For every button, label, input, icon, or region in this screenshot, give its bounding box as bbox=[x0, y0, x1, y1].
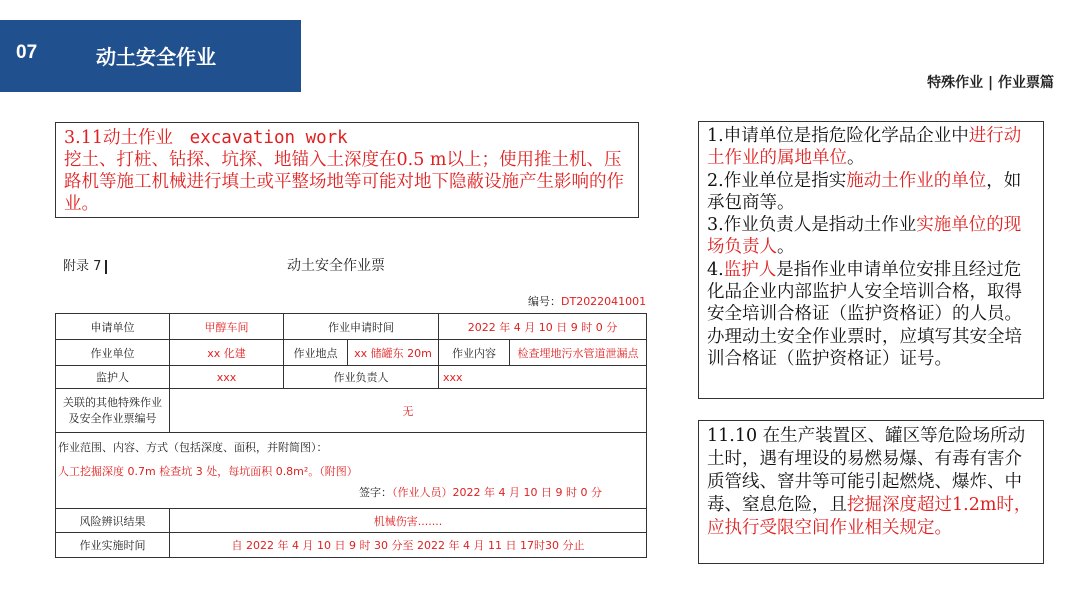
form-title: 动土安全作业票 bbox=[287, 258, 385, 274]
rule-text: 11.10 在生产装置区、罐区等危险场所动土时，遇有埋设的易燃易爆、有毒有害介质管线、窨井等可能引起燃烧、爆炸、中毒、窒息危险，且 bbox=[707, 426, 1026, 515]
work-unit-label: 作业单位 bbox=[55, 339, 170, 366]
category-label: 特殊作业 | 作业票篇 bbox=[927, 75, 1054, 91]
note-guardian bbox=[707, 259, 1035, 370]
definition-heading-en: excavation work bbox=[189, 128, 348, 148]
ticket-number bbox=[528, 293, 646, 309]
rule-highlight: 挖掘深度超过1.2m时，应执行受限空间作业相关规定。 bbox=[707, 495, 1032, 538]
location-label: 作业地点 bbox=[283, 339, 348, 366]
appendix-text: 附录 7 bbox=[63, 259, 102, 274]
note-text: 。 bbox=[777, 237, 795, 258]
impl-time-label: 作业实施时间 bbox=[55, 532, 170, 558]
impl-time-value: 自 2022 年 4 月 10 日 9 时 30 分至 2022 年 4 月 11 日 17时30 分止 bbox=[169, 532, 647, 558]
scope-cell bbox=[55, 432, 647, 509]
risk-value: 机械伤害....... bbox=[169, 508, 647, 533]
note-applicant bbox=[707, 125, 1035, 170]
note-highlight: 进行动土作业的属地单位 bbox=[707, 126, 1022, 169]
text-cursor bbox=[105, 260, 107, 274]
ticket-number-value: DT2022041001 bbox=[561, 295, 647, 308]
signature-line bbox=[359, 484, 602, 500]
content-label: 作业内容 bbox=[438, 339, 510, 366]
related-permit-value: 无 bbox=[169, 388, 647, 433]
definition-heading bbox=[64, 127, 630, 149]
guardian-value: xxx bbox=[169, 365, 284, 389]
location-value: xx 储罐东 20m bbox=[347, 339, 439, 366]
apply-time-label: 作业申请时间 bbox=[283, 313, 439, 340]
note-leader bbox=[707, 214, 1035, 259]
work-permit-form bbox=[55, 313, 647, 558]
note-text: 4. bbox=[707, 259, 724, 280]
content-value: 检查埋地污水管道泄漏点 bbox=[509, 339, 647, 366]
leader-value: xxx bbox=[438, 365, 647, 389]
risk-label: 风险辨识结果 bbox=[55, 508, 170, 533]
definition-heading-cn: 3.11动土作业 bbox=[64, 128, 173, 148]
scope-label: 作业范围、内容、方式（包括深度、面积，并附简图）： bbox=[58, 441, 328, 454]
note-text: 。 bbox=[847, 148, 865, 169]
signature-label: 签字： bbox=[359, 486, 393, 499]
section-header-bar bbox=[0, 20, 301, 92]
definition-box bbox=[55, 122, 639, 218]
note-text: 3.作业负责人是指动土作业 bbox=[707, 215, 917, 236]
applicant-value: 甲醇车间 bbox=[169, 313, 284, 340]
confined-space-rule-box bbox=[698, 420, 1044, 564]
note-work-unit bbox=[707, 170, 1035, 215]
role-notes-box bbox=[698, 121, 1044, 399]
ticket-number-label: 编号： bbox=[528, 295, 561, 308]
scope-value: 人工挖掘深度 0.7m 检查坑 3 处，每坑面积 0.8m²。（附图） bbox=[58, 465, 358, 478]
related-permit-label: 关联的其他特殊作业及安全作业票编号 bbox=[55, 388, 170, 433]
note-highlight: 施动土作业的单位 bbox=[846, 170, 987, 191]
definition-body: 挖土、打桩、钻探、坑探、地锚入土深度在0.5 m以上；使用推土机、压路机等施工机械进行填土或平整场地等可能对地下隐蔽设施产生影响的作业。 bbox=[64, 150, 624, 214]
note-text: 1.申请单位是指危险化学品企业中 bbox=[707, 126, 969, 146]
note-highlight: 实施单位的现场负责人 bbox=[707, 215, 1022, 258]
guardian-label: 监护人 bbox=[55, 365, 170, 389]
note-text: ，如承包商等。 bbox=[707, 170, 1022, 213]
section-number: 07 bbox=[16, 42, 38, 63]
note-text: 是指作业申请单位安排且经过危化品企业内部监护人安全培训合格，取得安全培训合格证（监护资格证）的人员。办理动土安全作业票时，应填写其安全培训合格证（监护资格证）证号。 bbox=[707, 259, 1022, 369]
note-text: 2.作业单位是指实 bbox=[707, 170, 847, 191]
appendix-label bbox=[63, 255, 107, 274]
leader-label: 作业负责人 bbox=[283, 365, 439, 389]
work-unit-value: xx 化建 bbox=[169, 339, 284, 366]
apply-time-value: 2022 年 4 月 10 日 9 时 0 分 bbox=[438, 313, 647, 340]
applicant-label: 申请单位 bbox=[55, 313, 170, 340]
note-highlight: 监护人 bbox=[723, 259, 777, 280]
signature-value: （作业人员）2022 年 4 月 10 日 9 时 0 分 bbox=[392, 486, 602, 499]
section-title: 动土安全作业 bbox=[96, 45, 216, 69]
